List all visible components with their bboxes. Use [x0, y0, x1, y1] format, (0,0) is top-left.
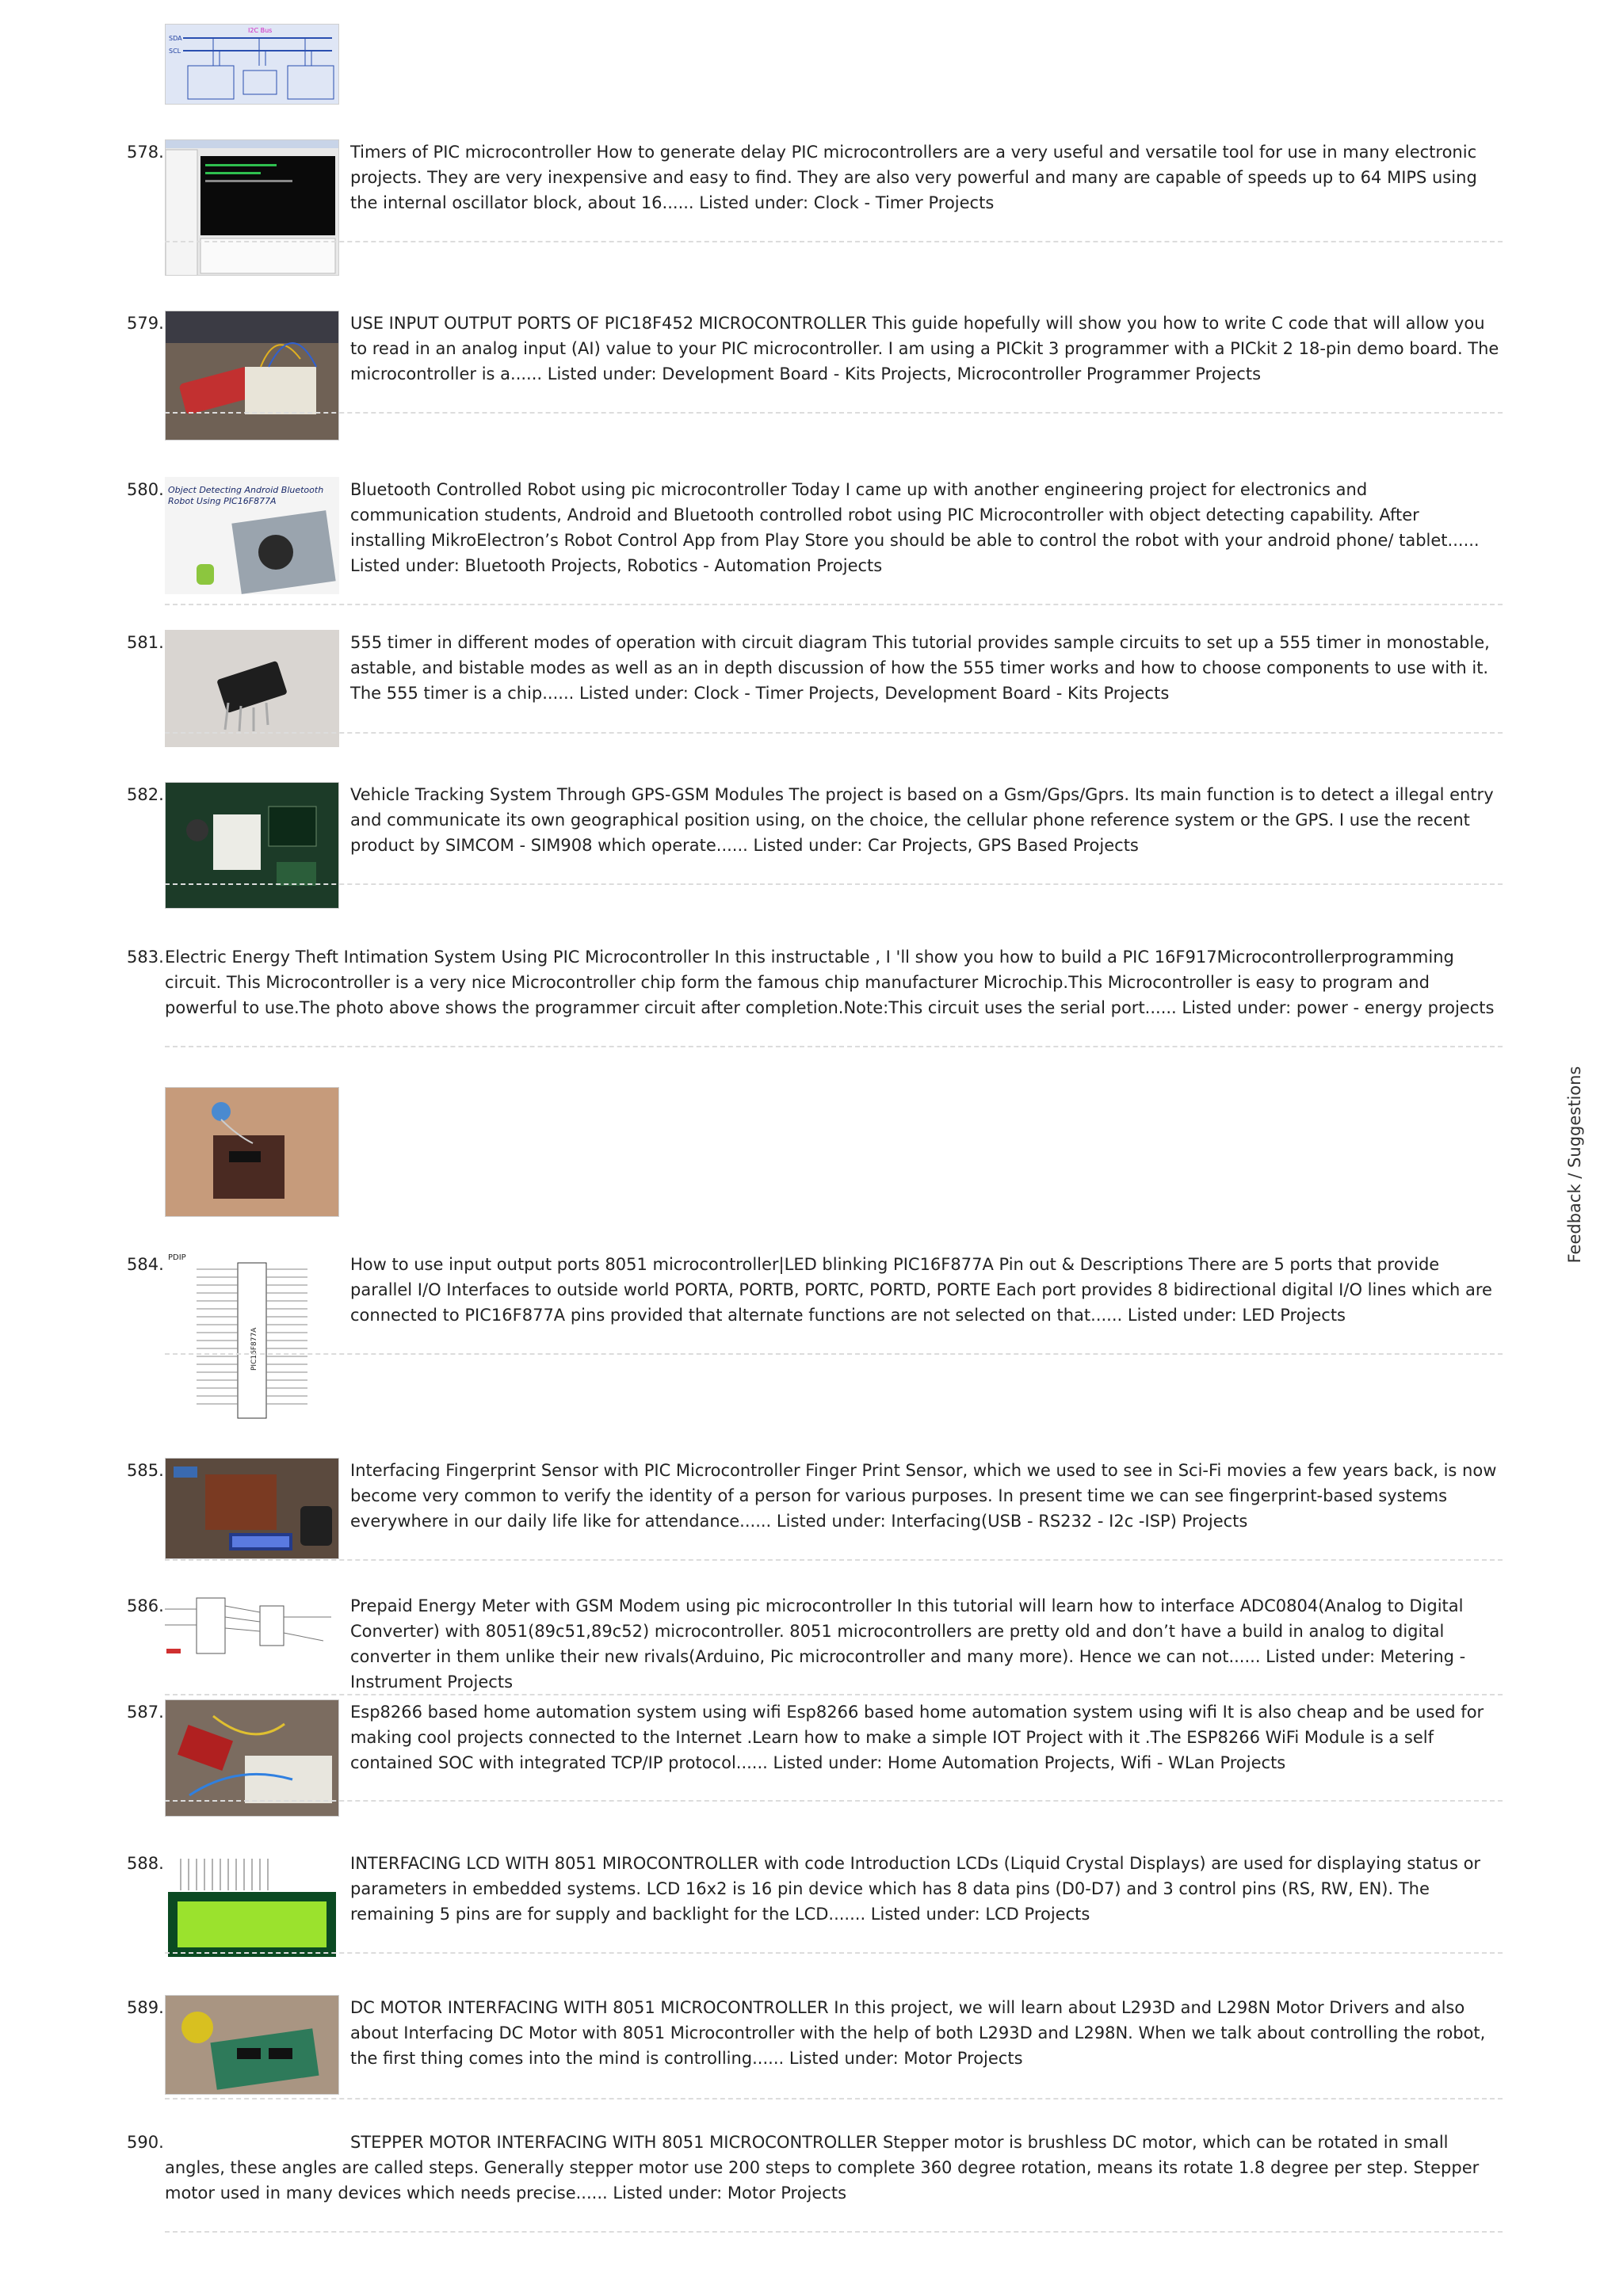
project-thumbnail[interactable]: [165, 1252, 339, 1420]
project-thumbnail[interactable]: [165, 24, 339, 105]
project-thumbnail[interactable]: [165, 1593, 339, 1660]
pic16f877a-pinout-image: [165, 1252, 339, 1420]
project-description[interactable]: 555 timer in different modes of operation with circuit diagram This tutorial provides sample circuits to set up a 555 timer in monostable, astable, and bistable modes as well as an in depth discussion of how the 555 timer works and how to choose components to use with it. The 555 timer is a chip...... Listed under: Clock - Timer Projects, Development Board - Kits Projects: [350, 633, 1490, 703]
dc-motor-board-image: [166, 1996, 339, 2095]
esp8266-breadboard-image: [166, 1700, 339, 1817]
project-description[interactable]: STEPPER MOTOR INTERFACING WITH 8051 MICROCONTROLLER Stepper motor is brushless DC motor, which can be rotated in small angles, these angles are called steps. Generally stepper motor use 200 steps to complete 360 degree rotation, means its rotate 1.8 degree per step. Stepper motor used in many devices which needs precise...... Listed under: Motor Projects: [165, 2133, 1480, 2203]
project-thumbnail[interactable]: [165, 311, 339, 441]
separator: [165, 1800, 1503, 1802]
separator: [165, 1046, 1503, 1047]
item-number: 587.: [127, 1703, 164, 1722]
project-description[interactable]: Bluetooth Controlled Robot using pic microcontroller Today I came up with another engineering project for electronics and communication students, Android and Bluetooth controlled robot using PIC Microcontroller with object detecting capability. After installing MikroElectron’s Robot Control App from Play Store you should be able to control the robot with your android phone/ tablet...... Listed under: Bluetooth Projects, Robotics - Automation Projects: [350, 480, 1480, 575]
project-description[interactable]: Prepaid Energy Meter with GSM Modem using pic microcontroller In this tutorial will learn how to interface ADC0804(Analog to Digital Converter) with 8051(89c51,89c52) microcontroller. 8051 microcontrollers are pretty old and don’t have a build in analog to digital converter in them unlike their new rivals(Arduino, Pic microcontroller and many more). Hence we can not...... Listed under: Metering - Instrument Projects: [350, 1596, 1466, 1691]
separator: [165, 412, 1503, 414]
project-thumbnail[interactable]: [165, 1087, 339, 1217]
project-thumbnail[interactable]: [165, 477, 339, 594]
item-number: 583.: [127, 948, 164, 967]
project-thumbnail[interactable]: [165, 1458, 339, 1559]
item-number: 584.: [127, 1255, 164, 1274]
project-description[interactable]: How to use input output ports 8051 microcontroller|LED blinking PIC16F877A Pin out & Descriptions There are 5 ports that provide parallel I/O Interfaces to outside world PORTA, PORTB, PORTC, PORTD, PORTE Each port provides 8 bidirectional digital I/O lines which are connected to PIC16F877A pins provided that alternate functions are not selected on that...... Listed under: LED Projects: [350, 1255, 1492, 1325]
ide-screenshot-image: [166, 140, 339, 276]
project-description[interactable]: Electric Energy Theft Intimation System Using PIC Microcontroller In this instructable , I 'll show you how to build a PIC 16F917Microcontrollerprogramming circuit. This Microcontroller is a very nice Microcontroller chip form the famous chip manufacturer Microchip.This Microcontroller is easy to program and powerful to use.The photo above shows the programmer circuit after completion.Note:This circuit uses the serial port...... Listed under: power - energy projects: [165, 948, 1495, 1017]
project-description[interactable]: Vehicle Tracking System Through GPS-GSM Modules The project is based on a Gsm/Gps/Gprs. Its main function is to detect a illegal entry and communicate its own geographical position using, on the choice, the cellular phone reference system or the GPS. I use the recent product by SIMCOM - SIM908 which operate...... Listed under: Car Projects, GPS Based Projects: [350, 785, 1494, 855]
gps-gsm-board-image: [166, 783, 339, 909]
programmer-circuit-image: [166, 1088, 339, 1217]
separator: [165, 604, 1503, 605]
item-number: 580.: [127, 480, 164, 499]
project-description[interactable]: DC MOTOR INTERFACING WITH 8051 MICROCONTROLLER In this project, we will learn about L293D and L298N Motor Drivers and also about Interfacing DC Motor with 8051 Microcontroller with the help of both L293D and L298N. When we talk about controlling the robot, the first thing comes into the mind is controlling...... Listed under: Motor Projects: [350, 1998, 1486, 2068]
separator: [165, 1952, 1503, 1954]
bus-label: I2C Bus: [248, 27, 273, 34]
svg-text:Object Detecting Android Bluet: Object Detecting Android Bluetooth: [168, 485, 324, 495]
project-description[interactable]: Esp8266 based home automation system using wifi Esp8266 based home automation system using wifi It is also cheap and be used for making cool projects connected to the Internet .Learn how to make a simple IOT Project with it .The ESP8266 WiFi Module is a self contained SOC with integrated TCP/IP protocol...... Listed under: Home Automation Projects, Wifi - WLan Projects: [350, 1703, 1484, 1772]
lcd-16x2-image: [165, 1851, 339, 1960]
package-label: PDIP: [168, 1253, 186, 1262]
item-number: 586.: [127, 1596, 164, 1615]
project-description[interactable]: INTERFACING LCD WITH 8051 MIROCONTROLLER with code Introduction LCDs (Liquid Crystal Displays) are used for displaying status or parameters in embedded systems. LCD 16x2 is 16 pin device which has 8 data pins (D0-D7) and 3 control pins (RS, RW, EN). The remaining 5 pins are for supply and backlight for the LCD....... Listed under: LCD Projects: [350, 1854, 1481, 1924]
i2c-bus-diagram: [166, 25, 339, 105]
schematic-image: [165, 1593, 339, 1660]
item-number: 579.: [127, 314, 164, 333]
item-number: 578.: [127, 143, 164, 162]
item-number: 588.: [127, 1854, 164, 1873]
feedback-tab-label: Feedback / Suggestions: [1565, 1066, 1584, 1264]
project-thumbnail[interactable]: [165, 630, 339, 747]
sda-label: SDA: [169, 35, 182, 42]
svg-text:Robot Using PIC16F877A: Robot Using PIC16F877A: [168, 496, 277, 506]
feedback-tab[interactable]: [1563, 1066, 1587, 1264]
ic-chip-image: [165, 630, 339, 747]
separator: [165, 2231, 1503, 2233]
separator: [165, 1559, 1503, 1561]
item-number: 589.: [127, 1998, 164, 2017]
scl-label: SCL: [169, 48, 181, 55]
project-thumbnail[interactable]: [165, 139, 339, 276]
project-description[interactable]: Interfacing Fingerprint Sensor with PIC Microcontroller Finger Print Sensor, which we used to see in Sci-Fi movies a few years back, is now become very common to verify the identity of a person for various purposes. In present time we can see fingerprint-based systems everywhere in our daily life like for attendance...... Listed under: Interfacing(USB - RS232 - I2c -ISP) Projects: [350, 1461, 1497, 1531]
project-thumbnail[interactable]: [165, 1851, 339, 1960]
bluetooth-robot-image: [165, 477, 339, 594]
project-thumbnail[interactable]: [165, 1995, 339, 2095]
item-number: 585.: [127, 1461, 164, 1480]
project-description[interactable]: Timers of PIC microcontroller How to generate delay PIC microcontrollers are a very useful and versatile tool for use in many electronic projects. They are very inexpensive and easy to find. They are also very powerful and many are capable of speeds up to 64 MIPS using the internal oscillator block, about 16...... Listed under: Clock - Timer Projects: [350, 143, 1477, 212]
chip-label: PIC16F877A: [250, 1327, 258, 1371]
separator: [165, 2098, 1503, 2100]
separator: [165, 241, 1503, 242]
item-number: 582.: [127, 785, 164, 804]
item-number: 590.: [127, 2133, 164, 2152]
pickit-board-image: [166, 311, 339, 441]
fingerprint-sensor-image: [166, 1459, 339, 1559]
project-description[interactable]: USE INPUT OUTPUT PORTS OF PIC18F452 MICROCONTROLLER This guide hopefully will show you how to write C code that will allow you to read in an analog input (AI) value to your PIC microcontroller. I am using a PICkit 3 programmer with a PICkit 2 18-pin demo board. The microcontroller is a...... Listed under: Development Board - Kits Projects, Microcontroller Programmer Projects: [350, 314, 1499, 383]
separator: [165, 1353, 1503, 1355]
project-thumbnail[interactable]: [165, 1699, 339, 1817]
project-thumbnail[interactable]: [165, 782, 339, 909]
separator: [165, 732, 1503, 734]
separator: [165, 883, 1503, 885]
separator: [165, 1694, 1503, 1695]
item-number: 581.: [127, 633, 164, 652]
